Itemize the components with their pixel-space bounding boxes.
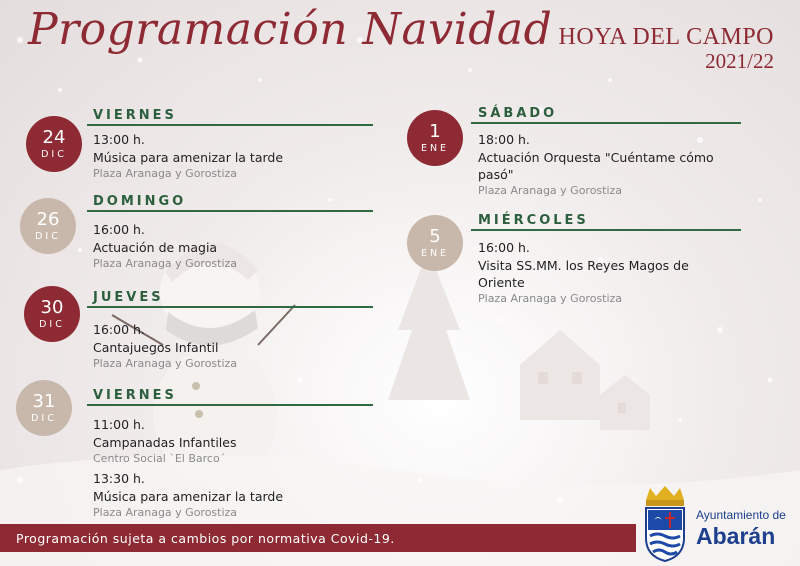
event-description: Visita SS.MM. los Reyes Magos de bbox=[478, 258, 689, 273]
event-description: Actuación Orquesta "Cuéntame cómo bbox=[478, 150, 714, 165]
event-description-cont: Oriente bbox=[478, 275, 525, 290]
divider bbox=[87, 210, 373, 212]
date-number: 5 bbox=[429, 225, 441, 247]
date-badge bbox=[16, 380, 72, 436]
date-badge bbox=[24, 286, 80, 342]
event-time: 18:00 h. bbox=[478, 132, 530, 147]
weekday-label: SÁBADO bbox=[478, 106, 558, 121]
event-location: Plaza Aranaga y Gorostiza bbox=[93, 506, 238, 519]
event-location: Plaza Aranaga y Gorostiza bbox=[93, 167, 238, 180]
date-number: 1 bbox=[429, 120, 441, 142]
date-month: DIC bbox=[39, 318, 65, 330]
covid-notice-text: Programación sujeta a cambios por normativa Covid-19. bbox=[16, 530, 395, 546]
date-badge bbox=[407, 215, 463, 271]
divider bbox=[87, 404, 373, 406]
event-location: Plaza Aranaga y Gorostiza bbox=[478, 292, 623, 305]
weekday-label: JUEVES bbox=[93, 290, 164, 305]
date-month: ENE bbox=[420, 142, 450, 154]
event-description: Música para amenizar la tarde bbox=[93, 150, 284, 165]
date-month: DIC bbox=[41, 148, 67, 160]
covid-notice-bar bbox=[0, 524, 636, 552]
date-number: 24 bbox=[42, 126, 66, 148]
divider bbox=[87, 306, 373, 308]
event-description: Cantajuegos Infantil bbox=[93, 340, 219, 355]
page-title: Programación Navidad bbox=[28, 4, 553, 55]
weekday-label: VIERNES bbox=[93, 388, 177, 403]
date-badge bbox=[26, 116, 82, 172]
logo-line-2: Abarán bbox=[696, 523, 776, 549]
ayuntamiento-logo bbox=[640, 486, 796, 562]
event-time: 13:00 h. bbox=[93, 132, 145, 147]
date-number: 30 bbox=[40, 296, 64, 318]
weekday-label: MIÉRCOLES bbox=[478, 213, 589, 228]
venue-block bbox=[559, 24, 774, 72]
event-description-cont: pasó" bbox=[478, 167, 514, 182]
event-description: Actuación de magia bbox=[93, 240, 218, 255]
season-year: 2021/22 bbox=[705, 49, 774, 73]
event-time: 16:00 h. bbox=[93, 322, 145, 337]
date-month: DIC bbox=[31, 412, 57, 424]
date-month: DIC bbox=[35, 230, 61, 242]
tree-decoration bbox=[388, 250, 470, 400]
date-badge bbox=[407, 110, 463, 166]
event-time: 16:00 h. bbox=[93, 222, 145, 237]
date-badge bbox=[20, 198, 76, 254]
date-number: 26 bbox=[36, 208, 60, 230]
event-location: Plaza Aranaga y Gorostiza bbox=[93, 357, 238, 370]
event-location: Centro Social `El Barco´ bbox=[93, 452, 226, 465]
venue-name: HOYA DEL CAMPO bbox=[558, 24, 774, 50]
coat-of-arms-icon bbox=[640, 486, 690, 562]
weekday-label: VIERNES bbox=[93, 108, 177, 123]
event-description: Campanadas Infantiles bbox=[93, 435, 237, 450]
event-time: 16:00 h. bbox=[478, 240, 530, 255]
date-number: 31 bbox=[32, 390, 56, 412]
event-time: 11:00 h. bbox=[93, 417, 145, 432]
date-month: ENE bbox=[420, 247, 450, 259]
divider bbox=[471, 122, 741, 124]
divider bbox=[87, 124, 373, 126]
event-location: Plaza Aranaga y Gorostiza bbox=[478, 184, 623, 197]
event-description: Música para amenizar la tarde bbox=[93, 489, 284, 504]
logo-line-1: Ayuntamiento de bbox=[696, 508, 786, 522]
divider bbox=[471, 229, 741, 231]
event-location: Plaza Aranaga y Gorostiza bbox=[93, 257, 238, 270]
event-time: 13:30 h. bbox=[93, 471, 145, 486]
weekday-label: DOMINGO bbox=[93, 194, 187, 209]
